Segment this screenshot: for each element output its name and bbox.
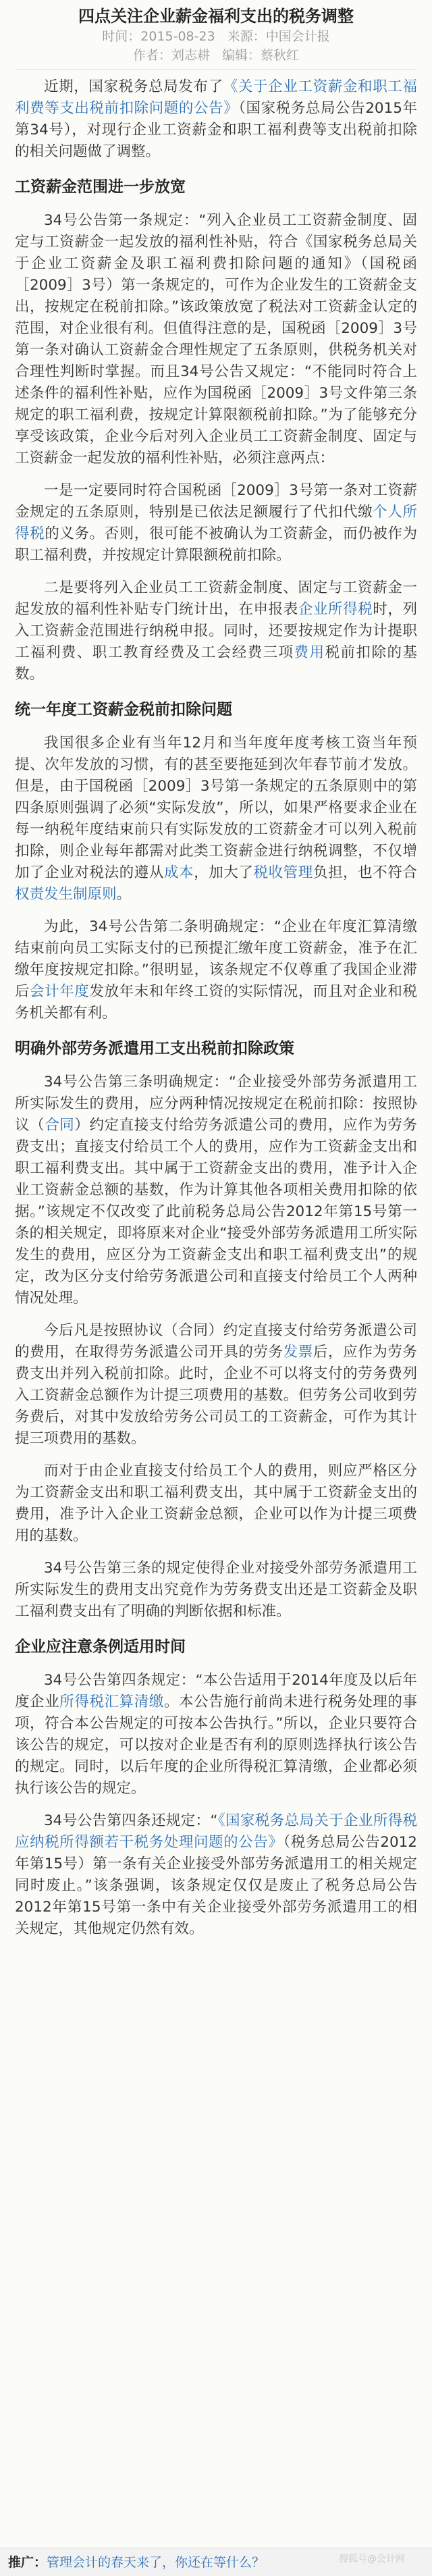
s4-paragraph-2 [15, 1810, 417, 1940]
source-name: 中国会计报 [265, 29, 330, 44]
author-label: 作者： [132, 48, 171, 63]
editor-info [222, 48, 299, 63]
article-meta-line2 [15, 46, 417, 65]
source-label: 来源： [227, 29, 266, 44]
s2-p1-text-a: 我国很多企业有当年12月和当年度年度考核工资当年预提、次年发放的习惯，有的甚至要拖延到次年春节前才发放。但是，由于国税函［2009］3号第一条规定的五条原则中的第四条原则强调了必须“实际发放”，所以，如果严格要求企业在每一纳税年度结束前只有实际发放的工资薪金才可以列入税前扣除，则企业每年都需对此类工资薪金进行纳税调整，不仅增加了企业对税法的遵从 [15, 735, 417, 881]
s2-p2-text-a: 为此，34号公告第二条明确规定：“企业在年度汇算清缴结束前向员工实际支付的已预提汇缴年度工资薪金，准予在汇缴年度按规定扣除。”很明显，该条规定不仅尊重了我国企业滞后 [15, 918, 417, 1000]
s1-p3-text-a: 二是要将列入企业员工工资薪金制度、固定与工资薪金一起发放的福利性补贴专门统计出，在申报表 [15, 579, 417, 618]
source-info [227, 29, 330, 44]
s2-p1-text-d: 。 [116, 886, 132, 903]
author-name: 刘志耕 [171, 48, 210, 63]
s3-paragraph-2 [15, 1320, 417, 1450]
s3-paragraph-4: 34号公告第三条的规定使得企业对接受外部劳务派遣用工所实际发生的费用支出究竟作为劳务费支出还是工资薪金及职工福利费支出有了明确的判断依据和标准。 [15, 1560, 417, 1620]
section-heading-labor-dispatch: 明确外部劳务派遣用工支出税前扣除政策 [15, 1040, 294, 1057]
s3-p2-text-a: 今后凡是按照协议（合同）约定直接支付给劳务派遣公司的费用，在取得劳务派遣公司开具的劳务 [15, 1322, 417, 1361]
article-meta-line1 [15, 27, 417, 46]
individual-income-tax-link[interactable]: 个人所得税 [15, 504, 417, 542]
intro-text-before: 近期，国家税务总局发布了 [44, 78, 223, 95]
promotion-label: 推广： [8, 2555, 47, 2570]
promotion-bar [0, 2548, 432, 2576]
announcement-2012-link[interactable]: 《国家税务总局关于企业所得税应纳税所得额若干税务处理问题的公告》 [15, 1812, 417, 1851]
title-divider [15, 69, 417, 70]
author-info [133, 48, 210, 63]
s2-paragraph-1 [15, 733, 417, 905]
s2-p2-text-b: 发放年末和年终工资的实际情况，而且对企业和税务机关都有利。 [15, 983, 417, 1022]
s1-paragraph-1: 34号公告第一条规定：“列入企业员工工资薪金制度、固定与工资薪金一起发放的福利性补贴，符合《国家税务总局关于企业工资薪金及职工福利费扣除问题的通知》（国税函［2009］3号）第一条规定的，可作为企业发生的工资薪金支出，按规定在税前扣除。”该政策放宽了税法对工资薪金认定的范围，对企业很有利。但值得注意的是，国税函［2009］3号第一条对确认工资薪金合理性规定了五条原则，供税务机关对合理性判断时掌握。而且34号公告又规定：“不能同时符合上述条件的福利性补贴，应作为国税函［2009］3号文件第三条规定的职工福利费，按规定计算限额税前扣除。”为了能够充分享受该政策，企业今后对列入企业员工工资薪金制度、固定与工资薪金一起发放的福利性补贴，必须注意两点： [15, 212, 417, 467]
s3-p1-text-a: 34号公告第三条明确规定：“企业接受外部劳务派遣用工所实际发生的费用，应分两种情况按规定在税前扣除：按照协议（ [15, 1074, 417, 1134]
corporate-income-tax-link[interactable]: 企业所得税 [298, 601, 373, 618]
announcement-link[interactable]: 《关于企业工资薪金和职工福利费等支出税前扣除问题的公告》 [15, 78, 417, 117]
editor-label: 编辑： [222, 48, 261, 63]
article-title: 四点关注企业薪金福利支出的税务调整 [78, 7, 354, 26]
s1-paragraph-2 [15, 480, 417, 567]
accrual-principle-link[interactable]: 权责发生制原则 [15, 886, 117, 903]
expenses-link[interactable]: 费用 [294, 644, 325, 661]
promotion-link[interactable]: 管理会计的春天来了，你还在等什么？ [47, 2555, 265, 2570]
tax-management-link[interactable]: 税收管理 [253, 864, 313, 881]
s4-paragraph-1 [15, 1670, 417, 1799]
editor-name: 蔡秋红 [261, 48, 300, 63]
s3-paragraph-1 [15, 1072, 417, 1309]
section-heading-salary-scope: 工资薪金范围进一步放宽 [15, 178, 186, 196]
intro-text-after: （国家税务总局公告2015年第34号），对现行企业工资薪金和职工福利费等支出税前扣除的相关问题做了调整。 [15, 100, 417, 160]
tax-settlement-link[interactable]: 所得税汇算清缴 [59, 1693, 164, 1710]
s1-p3-text-c: 税前扣除的基数。 [15, 644, 417, 683]
invoice-link[interactable]: 发票 [283, 1344, 313, 1361]
s3-p2-text-b: 后，应作为劳务费支出并列入税前扣除。此时，企业不可以将支付的劳务费列入工资薪金总额作为计提三项费用的基数。但劳务公司收到劳务费后，对其中发放给劳务公司员工的工资薪金，可作为其计提三项费用的基数。 [15, 1344, 417, 1447]
section-heading-effective-date: 企业应注意条例适用时间 [15, 1638, 186, 1656]
s4-p1-text-b: 。本公告施行前尚未进行税务处理的事项，符合本公告规定的可按本公告执行。”所以，企业只要符合该公告的规定，可以按对企业是否有利的原则选择执行该公告的规定。同时，以后年度的企业所得税汇算清缴，企业都必须执行该公告的规定。 [15, 1693, 417, 1797]
s1-paragraph-3 [15, 577, 417, 685]
time-label: 时间： [102, 29, 141, 44]
s3-p1-text-b: ）约定直接支付给劳务派遣公司的费用，应作为劳务费支出；直接支付给员工个人的费用，应作为工资薪金支出和职工福利费支出。其中属于工资薪金支出的费用，准予计入企业工资薪金总额的基数，作为计算其他各项相关费用扣除的依据。”该规定不仅改变了此前税务总局公告2012年第15号第一条的相关规定，即将原来对企业“接受外部劳务派遣用工所实际发生的费用，应区分为工资薪金支出和职工福利费支出”的规定，改为区分支付给劳务派遣公司和直接支付给员工个人两种情况处理。 [15, 1117, 417, 1307]
accounting-year-link[interactable]: 会计年度 [30, 983, 90, 1000]
s2-p1-text-b: ，加大了 [194, 864, 254, 881]
intro-paragraph [15, 76, 417, 163]
s2-p1-text-c: 负担，也不符合 [313, 864, 417, 881]
s4-p1-text-a: 34号公告第四条规定：“本公告适用于2014年度及以后年度企业 [15, 1672, 417, 1710]
section-heading-annual-deduction: 统一年度工资薪金税前扣除问题 [15, 701, 232, 718]
s3-paragraph-3: 而对于由企业直接支付给员工个人的费用，则应严格区分为工资薪金支出和职工福利费支出，其中属于工资薪金支出的费用，准予计入企业工资薪金总额，企业可以作为计提三项费用的基数。 [15, 1463, 417, 1544]
s1-p2-text-b: 的义务。否则，很可能不被确认为工资薪金，而仍被作为职工福利费，并按规定计算限额税前扣除。 [15, 525, 417, 564]
contract-link[interactable]: 合同 [45, 1117, 75, 1134]
s4-p2-text-a: 34号公告第四条还规定：“ [44, 1812, 218, 1829]
s1-p2-text-a: 一是一定要同时符合国税函［2009］3号第一条对工资薪金规定的五条原则，特别是已依法足额履行了代扣代缴 [15, 482, 417, 521]
s2-paragraph-2 [15, 916, 417, 1024]
publish-time: 2015-08-23 [140, 29, 215, 44]
time-info [102, 29, 215, 44]
s4-p2-text-b: （税务总局公告2012年第15号）第一条有关企业接受外部劳务派遣用工的相关规定同时废止。”该条强调，该条规定仅仅是废止了税务总局公告2012年第15号第一条中有关企业接受外部劳务派遣用工的相关规定，其他规定仍然有效。 [15, 1834, 417, 1937]
s1-p3-text-b: 时，列入工资薪金范围进行纳税申报。同时，还要按规定作为计提职工福利费、职工教育经费及工会经费三项 [15, 601, 417, 661]
cost-link[interactable]: 成本 [163, 864, 194, 881]
watermark: 搜狐号@会计网 [339, 2554, 405, 2565]
